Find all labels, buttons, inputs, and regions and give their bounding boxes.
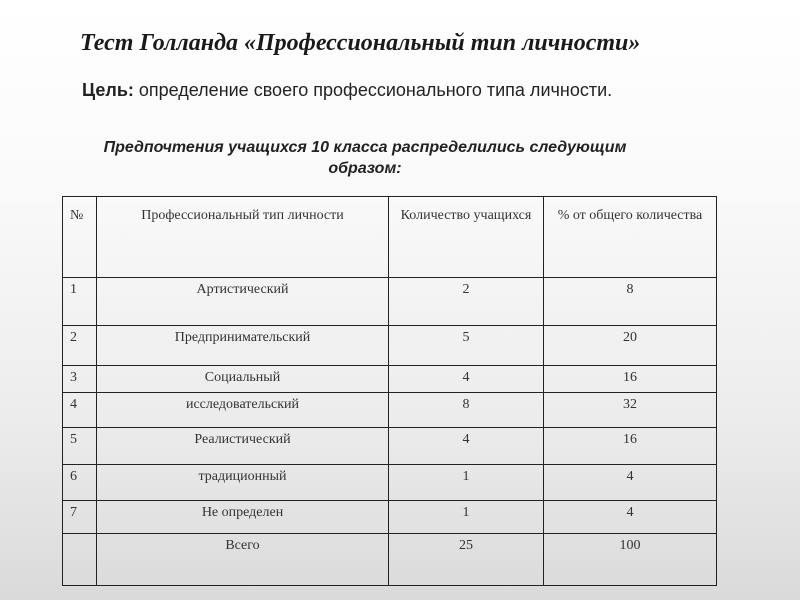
cell-num: 1	[63, 278, 97, 326]
cell-num: 3	[63, 366, 97, 393]
cell-type: Социальный	[97, 366, 389, 393]
cell-num	[63, 534, 97, 586]
cell-type: исследовательский	[97, 393, 389, 428]
table-caption: Предпочтения учащихся 10 класса распределились следующим образом:	[103, 139, 627, 177]
cell-count: 4	[389, 366, 544, 393]
cell-type: Не определен	[97, 501, 389, 534]
cell-type: традиционный	[97, 465, 389, 501]
cell-count: 2	[389, 278, 544, 326]
goal-label: Цель:	[82, 80, 134, 100]
cell-count: 4	[389, 428, 544, 465]
cell-num: 5	[63, 428, 97, 465]
goal-statement	[82, 80, 612, 101]
cell-percent: 4	[544, 465, 717, 501]
cell-type: Реалистический	[97, 428, 389, 465]
total-count: 25	[389, 534, 544, 586]
table-total-row	[63, 534, 717, 586]
header-percent: % от общего количества	[544, 197, 717, 278]
cell-type: Предпринимательский	[97, 326, 389, 366]
cell-percent: 4	[544, 501, 717, 534]
cell-percent: 16	[544, 428, 717, 465]
cell-num: 6	[63, 465, 97, 501]
table-row	[63, 428, 717, 465]
header-count: Количество учащихся	[389, 197, 544, 278]
results-table	[62, 196, 717, 586]
table-row	[63, 465, 717, 501]
table-row	[63, 366, 717, 393]
table-row	[63, 326, 717, 366]
cell-count: 5	[389, 326, 544, 366]
table-row	[63, 501, 717, 534]
table-row	[63, 393, 717, 428]
cell-percent: 16	[544, 366, 717, 393]
cell-percent: 32	[544, 393, 717, 428]
cell-count: 1	[389, 465, 544, 501]
header-num: №	[63, 197, 97, 278]
cell-num: 7	[63, 501, 97, 534]
cell-percent: 20	[544, 326, 717, 366]
cell-type: Артистический	[97, 278, 389, 326]
header-type: Профессиональный тип личности	[97, 197, 389, 278]
table-header-row	[63, 197, 717, 278]
table-row	[63, 278, 717, 326]
goal-text: определение своего профессионального типа личности.	[133, 80, 613, 100]
total-percent: 100	[544, 534, 717, 586]
cell-percent: 8	[544, 278, 717, 326]
cell-count: 8	[389, 393, 544, 428]
cell-num: 2	[63, 326, 97, 366]
cell-count: 1	[389, 501, 544, 534]
cell-num: 4	[63, 393, 97, 428]
total-label: Всего	[97, 534, 389, 586]
page-title: Тест Голланда «Профессиональный тип личности»	[80, 30, 641, 56]
